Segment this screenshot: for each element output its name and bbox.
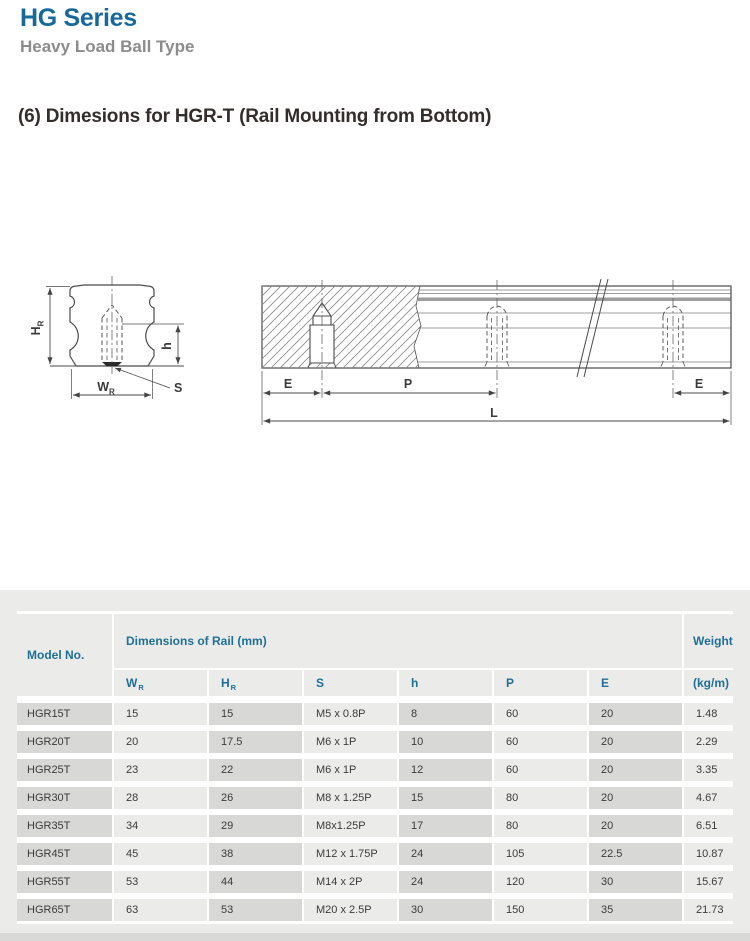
column-group-header-dimensions: Dimensions of Rail (mm) <box>114 614 682 668</box>
row-value: 20 <box>589 787 682 809</box>
row-model: HGR30T <box>17 787 112 809</box>
column-header-h: h <box>399 670 492 696</box>
row-value: M6 x 1P <box>304 731 397 753</box>
row-model: HGR55T <box>17 871 112 893</box>
groove-band <box>418 298 731 302</box>
row-value: 22.5 <box>589 843 682 865</box>
row-model: HGR15T <box>17 703 112 725</box>
row-value: 53 <box>209 899 302 921</box>
row-value: 30 <box>399 899 492 921</box>
hatch-region <box>262 286 421 368</box>
row-value: 20 <box>589 815 682 837</box>
row-value: 15 <box>399 787 492 809</box>
label-rail-height: $H_R$ <box>29 320 46 336</box>
label-edge-right: E <box>694 377 704 391</box>
row-value: 20 <box>589 759 682 781</box>
column-header-s: S <box>304 670 397 696</box>
row-value: 22 <box>209 759 302 781</box>
label-edge-left: E <box>283 377 293 391</box>
row-value: 20 <box>114 731 207 753</box>
row-weight: 10.87 <box>684 843 733 865</box>
row-weight: 21.73 <box>684 899 733 921</box>
row-weight: 1.48 <box>684 703 733 725</box>
row-weight: 2.29 <box>684 731 733 753</box>
row-model: HGR65T <box>17 899 112 921</box>
column-header-weight: Weight <box>684 614 733 668</box>
row-value: M5 x 0.8P <box>304 703 397 725</box>
label-pitch: P <box>403 377 413 391</box>
section-heading: (6) Dimesions for HGR-T (Rail Mounting from Bottom) <box>18 106 492 127</box>
cross-section-view <box>46 276 184 399</box>
row-weight: 3.35 <box>684 759 733 781</box>
column-header-wr: $W_R$ <box>114 670 207 696</box>
row-value: 23 <box>114 759 207 781</box>
label-thread-size: S <box>174 381 183 395</box>
column-header-model: Model No. <box>17 614 112 696</box>
row-value: 24 <box>399 871 492 893</box>
label-thread-depth: h <box>160 342 174 350</box>
row-value: 15 <box>209 703 302 725</box>
row-value: M14 x 2P <box>304 871 397 893</box>
column-header-e: E <box>589 670 682 696</box>
row-value: 12 <box>399 759 492 781</box>
row-value: M8 x 1.25P <box>304 787 397 809</box>
row-value: 34 <box>114 815 207 837</box>
row-model: HGR35T <box>17 815 112 837</box>
row-weight: 6.51 <box>684 815 733 837</box>
column-header-hr: $H_R$ <box>209 670 302 696</box>
row-value: 26 <box>209 787 302 809</box>
row-weight: 15.67 <box>684 871 733 893</box>
row-value: 30 <box>589 871 682 893</box>
label-total-length: L <box>490 406 498 420</box>
row-model: HGR20T <box>17 731 112 753</box>
row-value: 24 <box>399 843 492 865</box>
page-bottom-strip <box>0 933 750 941</box>
row-value: 20 <box>589 731 682 753</box>
row-value: 105 <box>494 843 587 865</box>
row-value: M6 x 1P <box>304 759 397 781</box>
row-value: 80 <box>494 815 587 837</box>
leader-line-s <box>115 368 170 388</box>
row-value: 20 <box>589 703 682 725</box>
row-weight: 4.67 <box>684 787 733 809</box>
rail-dimension-diagram <box>0 250 750 442</box>
row-value: 63 <box>114 899 207 921</box>
spec-table-zone <box>0 590 750 941</box>
page-subtitle: Heavy Load Ball Type <box>20 37 195 56</box>
row-value: 10 <box>399 731 492 753</box>
row-value: 45 <box>114 843 207 865</box>
side-view <box>262 279 731 425</box>
row-value: 35 <box>589 899 682 921</box>
row-value: 60 <box>494 759 587 781</box>
row-value: 17 <box>399 815 492 837</box>
row-value: 44 <box>209 871 302 893</box>
row-value: 38 <box>209 843 302 865</box>
row-value: 120 <box>494 871 587 893</box>
page-title: HG Series <box>20 4 137 32</box>
row-value: 8 <box>399 703 492 725</box>
label-rail-width: $W_R$ <box>97 380 115 397</box>
row-value: 29 <box>209 815 302 837</box>
row-value: 80 <box>494 787 587 809</box>
row-value: M12 x 1.75P <box>304 843 397 865</box>
row-value: 28 <box>114 787 207 809</box>
row-model: HGR45T <box>17 843 112 865</box>
row-model: HGR25T <box>17 759 112 781</box>
row-value: 53 <box>114 871 207 893</box>
row-value: M8x1.25P <box>304 815 397 837</box>
column-header-p: P <box>494 670 587 696</box>
row-value: 17.5 <box>209 731 302 753</box>
column-header-weight-unit: (kg/m) <box>684 670 733 696</box>
row-value: 15 <box>114 703 207 725</box>
row-value: 60 <box>494 703 587 725</box>
row-value: 150 <box>494 899 587 921</box>
row-value: M20 x 2.5P <box>304 899 397 921</box>
row-value: 60 <box>494 731 587 753</box>
spec-table <box>17 611 733 924</box>
